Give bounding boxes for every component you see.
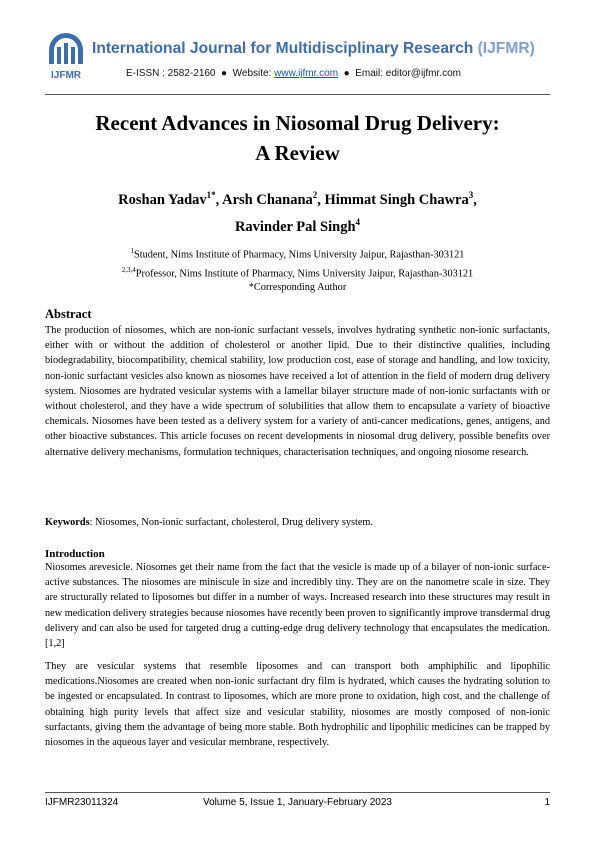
issn: E-ISSN : 2582-2160	[126, 68, 216, 79]
affiliations	[0, 244, 595, 296]
author-line-2	[0, 211, 595, 238]
affiliation-1	[0, 244, 595, 263]
affiliation-sup: 2,3,4	[121, 265, 136, 274]
journal-info: E-ISSN : 2582-2160 ● Website: www.ijfmr.com ● Email: editor@ijfmr.com	[126, 68, 461, 79]
email: Email: editor@ijfmr.com	[355, 68, 461, 79]
author-sep: ,	[473, 191, 477, 208]
author-sup: 3	[468, 190, 474, 200]
corresponding-author: *Corresponding Author	[248, 282, 347, 294]
logo-text: IJFMR	[51, 70, 81, 81]
abstract-heading: Abstract	[45, 307, 92, 321]
author-line-1	[0, 184, 595, 211]
keywords	[45, 515, 550, 530]
title-line-1: Recent Advances in Niosomal Drug Delivery:	[95, 111, 500, 135]
author-sup: 2	[312, 190, 318, 200]
affiliation-text: Professor, Nims Institute of Pharmacy, Nims University Jaipur, Rajasthan-303121	[135, 268, 474, 280]
introduction-heading: Introduction	[45, 548, 105, 560]
author-name: Ravinder Pal Singh	[234, 218, 356, 235]
author-name: Roshan Yadav	[118, 191, 207, 208]
author-sep: ,	[317, 191, 325, 208]
keywords-label: Keywords	[45, 517, 90, 528]
title-line-2: A Review	[255, 141, 340, 165]
website-link[interactable]: www.ijfmr.com	[274, 68, 339, 79]
author-sep: ,	[215, 191, 223, 208]
journal-abbr: (IJFMR)	[477, 40, 535, 57]
journal-logo-icon	[45, 30, 87, 82]
journal-name: International Journal for Multidisciplinary Research	[92, 40, 474, 57]
author-name: Himmat Singh Chawra	[324, 191, 469, 208]
keywords-text: : Niosomes, Non-ionic surfactant, cholesterol, Drug delivery system.	[89, 517, 374, 528]
author-sup: 1*	[206, 190, 216, 200]
journal-logo	[45, 30, 87, 82]
affiliation-text: Student, Nims Institute of Pharmacy, Nims University Jaipur, Rajasthan-303121	[134, 249, 465, 261]
affiliation-2	[0, 263, 595, 282]
footer-paper-id: IJFMR23011324	[45, 797, 119, 808]
affiliation-sup: 1	[130, 247, 135, 255]
journal-title	[92, 40, 535, 58]
footer-divider	[45, 792, 550, 793]
author-sup: 4	[355, 216, 361, 227]
website-label: Website:	[232, 68, 272, 79]
footer-page-number: 1	[544, 797, 550, 808]
paper-title	[0, 108, 595, 168]
header-divider	[45, 94, 550, 95]
introduction-paragraph-2: They are vesicular systems that resemble liposomes and can transport both amphiphilic and lipophilic medications.Niosomes are created when non-ionic surfactant dry film is hydrated, which causes the hydrating solution to be ingested or encapsulated. In contrast to liposomes, which are more prone to oxidation, high cost, and the challenge of obtaining high purity levels that affect size and vesicular stability, niosomes are mostly composed of non-ionic surfactants, giving them the advantage of being more stable. Both hydrophilic and lipophilic medicines can be trapped by niosomes in the aqueous layer and vesicular membrane, respectively.	[45, 661, 550, 749]
footer-volume: Volume 5, Issue 1, January-February 2023	[203, 797, 392, 808]
author-list	[0, 184, 595, 238]
abstract-text: The production of niosomes, which are non-ionic surfactant vessels, involves hydrating synthetic non-ionic surfactants, either with or without the addition of cholesterol or another lipid. Due to their distinctive qualities, including biodegradability, biocompatibility, chemical stability, low production cost, ease of storage and handling, and low toxicity, non-ionic surfactant vesicles also known as niosomes have received a lot of attention in the field of modern drug delivery system. Niosomes are hydrated vesicular systems with a lamellar bilayer structure made of non-ionic surfactants with or without cholesterol, and they have a wide spectrum of solubilities that allow them to encapsulate a variety of bioactive chemicals. Niosomes have been tested as a delivery system for a variety of anti-cancer medications, genes, antigens, and other bioactive substances. This article focuses on recent developments in niosomal drug delivery, possible benefits over alternative delivery mechanisms, formulation techniques, characterisation techniques, and ongoing niosome research.	[45, 325, 550, 458]
author-name: Arsh Chanana	[222, 191, 313, 208]
introduction-paragraph-1: Niosomes arevesicle. Niosomes get their name from the fact that the vesicle is made up of a bilayer of non-ionic surface-active substances. The niosomes are miniscule in size and incredibly tiny. They are on the nanometre scale in size. They are structurally related to liposomes but differ in a number of ways. Increased research into these structures may result in new medication delivery strategies because niosomes have recently been proven to significantly improve transdermal drug delivery and can also be used for targeted drug a cutting-edge drug delivery technology that encapsulates the medication. [1,2]	[45, 562, 550, 650]
